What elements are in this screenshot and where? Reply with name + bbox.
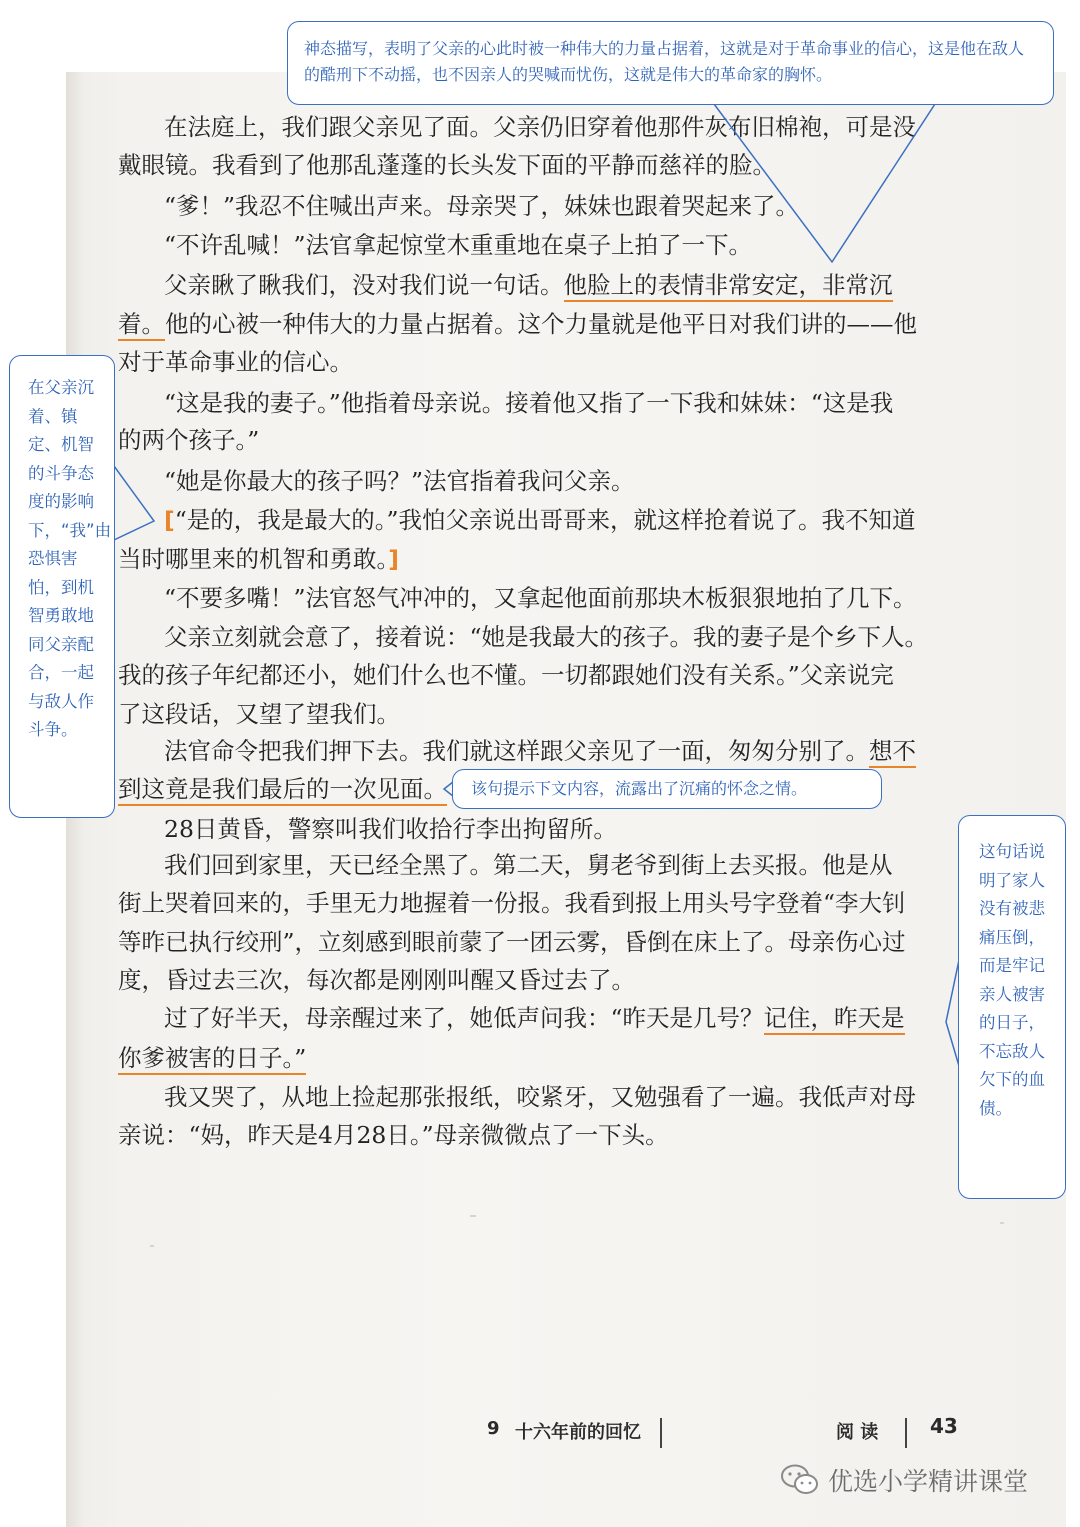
lesson-number: 9 [487, 1418, 500, 1439]
text-line: 我们回到家里，天已经全黑了。第二天，舅老爷到街上去买报。他是从 [164, 851, 893, 879]
text-line: 当时哪里来的机智和勇敢。] [118, 545, 399, 573]
underlined-phrase: 想不 [869, 737, 916, 768]
text-line: 28日黄昏，警察叫我们收拾行李出拘留所。 [164, 815, 617, 843]
text-line: “她是你最大的孩子吗？”法官指着我问父亲。 [164, 467, 635, 495]
text-line: 过了好半天，母亲醒过来了，她低声问我：“昨天是几号？记住，昨天是 [118, 1003, 1004, 1033]
section-label: 阅 读 [836, 1422, 879, 1443]
text-line: 等昨已执行绞刑”，立刻感到眼前蒙了一团云雾，昏倒在床上了。母亲伤心过 [118, 928, 906, 956]
watermark-account: 优选小学精讲课堂 [828, 1467, 1029, 1496]
underlined-phrase: 着。 [118, 310, 165, 341]
text-line: 街上哭着回来的，手里无力地握着一份报。我看到报上用头号字登着“李大钊 [118, 889, 906, 917]
annotation-left: 在父亲沉着、镇定、机智的斗争态度的影响下，“我”由恐惧害怕，到机智勇敢地同父亲配合，一起与敌人作斗争。 [9, 355, 115, 818]
bracket-open: [ [164, 506, 175, 534]
page-number: 43 [930, 1414, 958, 1438]
text-line: 了这段话，又望了望我们。 [118, 700, 400, 728]
annotation-top: 神态描写，表明了父亲的心此时被一种伟大的力量占据着，这就是对于革命事业的信心，这是他在敌人的酷刑下不动摇，也不因亲人的哭喊而忧伤，这就是伟大的革命家的胸怀。 [287, 21, 1054, 105]
bracket-close: ] [388, 545, 399, 573]
footer-divider [660, 1418, 662, 1448]
underlined-phrase: 记住，昨天是 [764, 1004, 905, 1035]
annotation-right: 这句话说明了家人没有被悲痛压倒，而是牢记亲人被害的日子，不忘敌人欠下的血债。 [958, 815, 1066, 1199]
top-callout-pointer [714, 104, 935, 262]
underlined-phrase: 他脸上的表情非常安定，非常沉 [564, 271, 893, 302]
underlined-phrase: 到这竟是我们最后的一次见面。 [118, 775, 447, 806]
text-line: 我又哭了，从地上捡起那张报纸，咬紧牙，又勉强看了一遍。我低声对母 [164, 1083, 916, 1111]
annotation-middle: 该句提示下文内容，流露出了沉痛的怀念之情。 [452, 769, 882, 809]
text-line: 戴眼镜。我看到了他那乱蓬蓬的长头发下面的平静而慈祥的脸。 [118, 151, 776, 179]
left-callout-pointer [114, 466, 154, 540]
text-line: “不要多嘴！”法官怒气冲冲的，又拿起他面前那块木板狠狠地拍了几下。 [164, 584, 917, 612]
text-line: 对于革命事业的信心。 [118, 348, 353, 376]
lesson-title: 十六年前的回忆 [515, 1422, 641, 1443]
text-line: 亲说：“妈，昨天是4月28日。”母亲微微点了一下头。 [118, 1121, 669, 1149]
text-line: “不许乱喊！”法官拿起惊堂木重重地在桌子上拍了一下。 [164, 231, 753, 259]
underlined-phrase: 你爹被害的日子。” [118, 1044, 306, 1075]
text-line: [“是的，我是最大的。”我怕父亲说出哥哥来，就这样抢着说了。我不知道 [164, 506, 916, 534]
text-line: 的两个孩子。” [118, 426, 260, 454]
footer-divider [905, 1418, 907, 1448]
text-line: 度，昏过去三次，每次都是刚刚叫醒又昏过去了。 [118, 966, 635, 994]
text-line: 父亲立刻就会意了，接着说：“她是我最大的孩子。我的妻子是个乡下人。 [164, 623, 929, 651]
text-line: 着。他的心被一种伟大的力量占据着。这个力量就是他平日对我们讲的——他 [118, 309, 958, 339]
text-line: 在法庭上，我们跟父亲见了面。父亲仍旧穿着他那件灰布旧棉袍，可是没 [164, 113, 916, 141]
text-line: 父亲瞅了瞅我们，没对我们说一句话。他脸上的表情非常安定，非常沉 [118, 270, 1004, 300]
watermark [780, 1462, 1028, 1498]
text-line: 我的孩子年纪都还小，她们什么也不懂。一切都跟她们没有关系。”父亲说完 [118, 661, 894, 689]
text-line: “这是我的妻子。”他指着母亲说。接着他又指了一下我和妹妹：“这是我 [164, 389, 894, 417]
text-line: “爹！”我忍不住喊出声来。母亲哭了，妹妹也跟着哭起来了。 [164, 192, 800, 220]
wechat-icon [780, 1463, 820, 1497]
text-line: 法官命令把我们押下去。我们就这样跟父亲见了一面，匆匆分别了。想不 [118, 736, 1004, 766]
